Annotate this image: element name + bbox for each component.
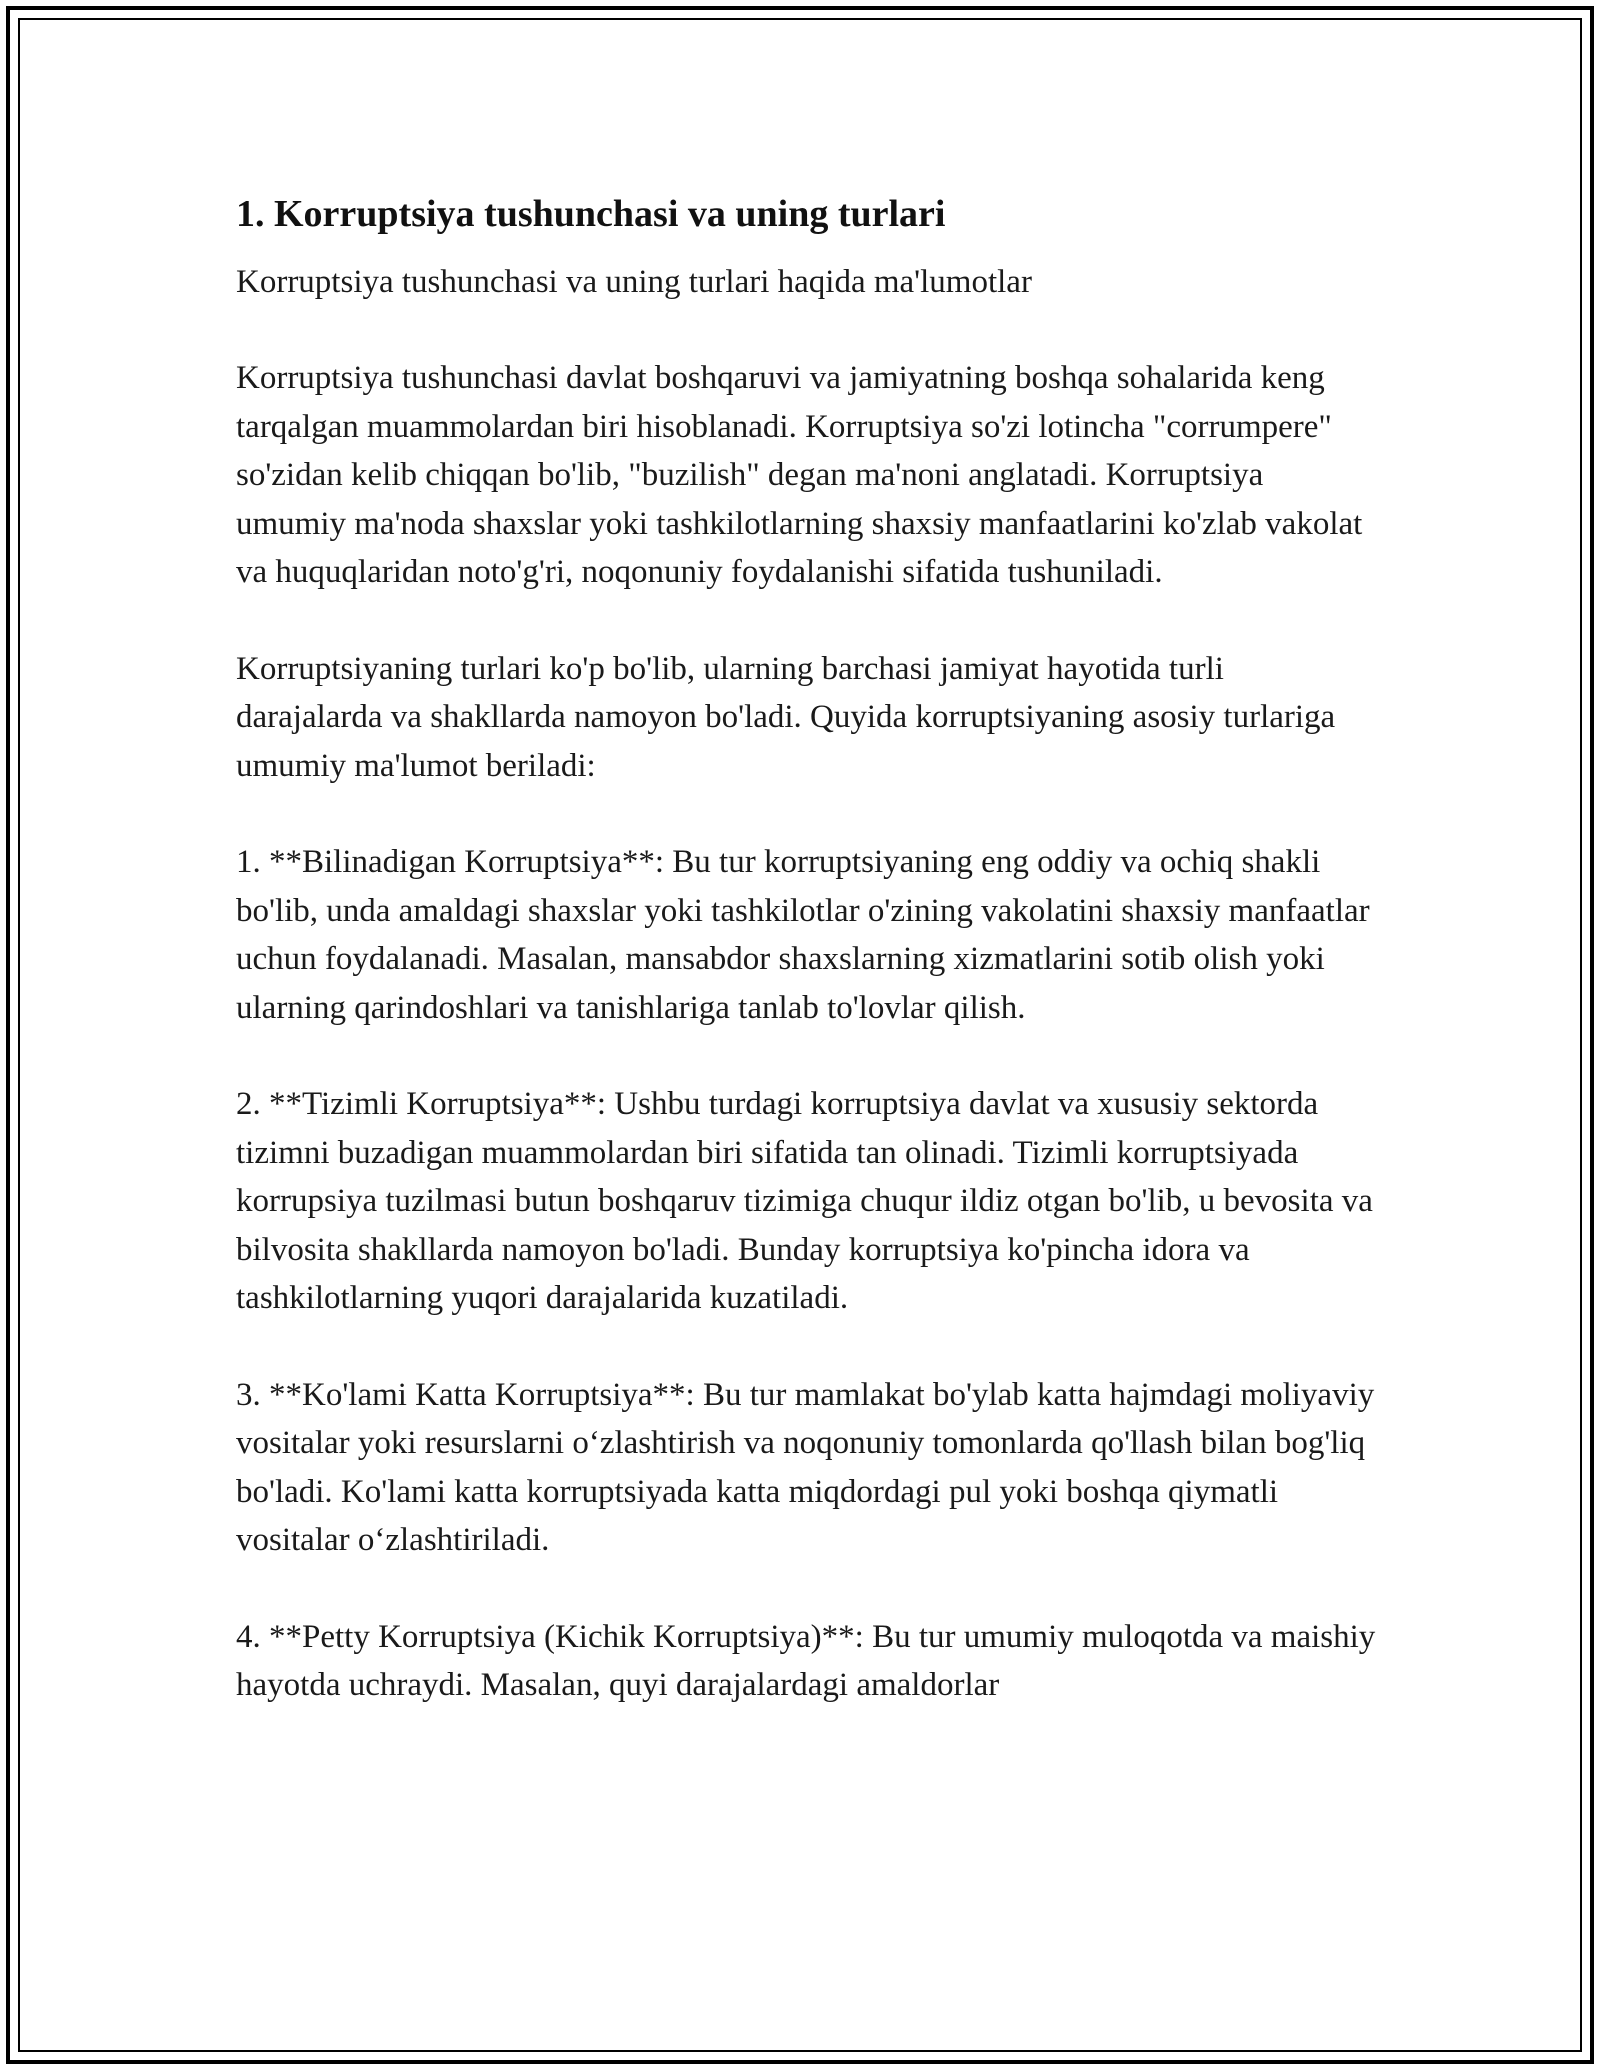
paragraph-types-overview: Korruptsiyaning turlari ko'p bo'lib, ularning barchasi jamiyat hayotida turli darajalarda va shakllarda namoyon bo'ladi. Quyida korruptsiyaning asosiy turlariga umumiy ma'lumot beriladi: xyxy=(236,650,1336,784)
document-body xyxy=(236,190,1376,1710)
paragraph-type-4: 4. **Petty Korruptsiya (Kichik Korruptsiya)**: Bu tur umumiy muloqotda va maishiy hayotda uchraydi. Masalan, quyi darajalardagi amaldorlar xyxy=(236,1618,1376,1703)
document-heading: 1. Korruptsiya tushunchasi va uning turlari xyxy=(236,193,946,235)
paragraph-type-3: 3. **Ko'lami Katta Korruptsiya**: Bu tur mamlakat bo'ylab katta hajmdagi moliyaviy vositalar yoki resurslarni o‘zlashtirish va noqonuniy tomonlarda qo'llash bilan bog'liq bo'ladi. Ko'lami katta korruptsiyada katta miqdordagi pul yoki boshqa qiymatli vositalar o‘zlashtiriladi. xyxy=(236,1376,1375,1558)
paragraph-type-1: 1. **Bilinadigan Korruptsiya**: Bu tur korruptsiyaning eng oddiy va ochiq shakli bo'lib, unda amaldagi shaxslar yoki tashkilotlar o'zining vakolatini shaxsiy manfaatlar uchun foydalanadi. Masalan, mansabdor shaxslarning xizmatlarini sotib olish yoki ularning qarindoshlari va tanishlariga tanlab to'lovlar qilish. xyxy=(236,844,1370,1026)
paragraph-intro: Korruptsiya tushunchasi davlat boshqaruvi va jamiyatning boshqa sohalarida keng tarqalgan muammolardan biri hisoblanadi. Korruptsiya so'zi lotincha "corrumpere" so'zidan kelib chiqqan bo'lib, "buzilish" degan ma'noni anglatadi. Korruptsiya umumiy ma'noda shaxslar yoki tashkilotlarning shaxsiy manfaatlarini ko'zlab vakolat va huquqlaridan noto'g'ri, noqonuniy foydalanishi sifatida tushuniladi. xyxy=(236,360,1363,590)
paragraph-type-2: 2. **Tizimli Korruptsiya**: Ushbu turdagi korruptsiya davlat va xususiy sektorda tizimni buzadigan muammolardan biri sifatida tan olinadi. Tizimli korruptsiyada korrupsiya tuzilmasi butun boshqaruv tizimiga chuqur ildiz otgan bo'lib, u bevosita va bilvosita shakllarda namoyon bo'ladi. Bunday korruptsiya ko'pincha idora va tashkilotlarning yuqori darajalarida kuzatiladi. xyxy=(236,1086,1373,1316)
document-subtitle: Korruptsiya tushunchasi va uning turlari haqida ma'lumotlar xyxy=(236,264,1032,300)
